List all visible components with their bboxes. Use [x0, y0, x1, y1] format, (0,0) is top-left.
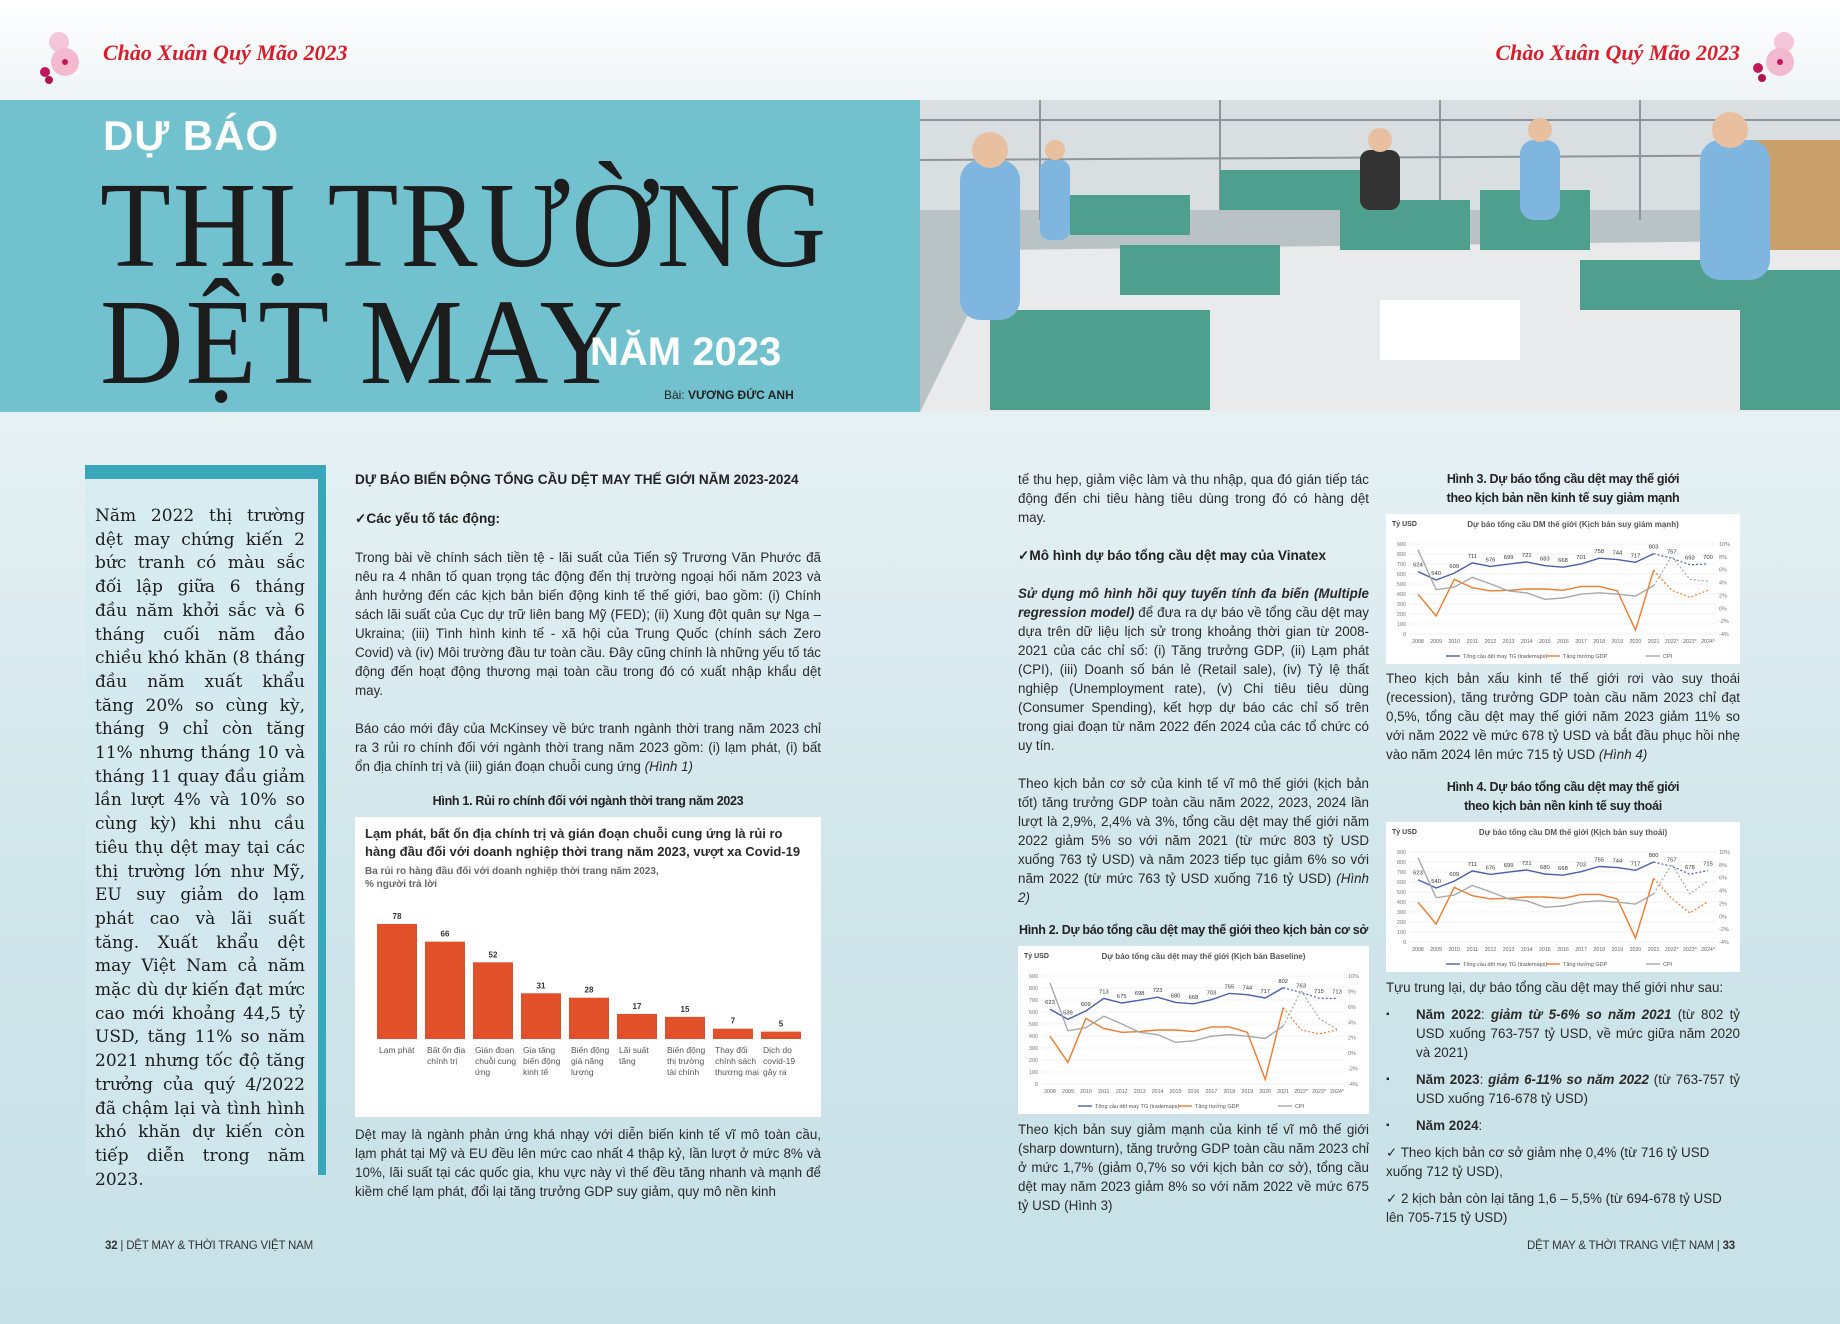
- y-tick-label: 300: [1028, 1046, 1038, 1052]
- x-tick-label: 2023*: [1312, 1089, 1326, 1095]
- y-tick-label: 100: [1028, 1070, 1038, 1076]
- data-label: 803: [1648, 544, 1659, 551]
- y2-tick-label: 6%: [1719, 875, 1727, 882]
- x-tick-label: 2012: [1484, 947, 1497, 953]
- series-forecast-line: [1654, 556, 1708, 586]
- x-tick-label: 2016: [1557, 947, 1569, 953]
- y-tick-label: 0: [1402, 940, 1406, 946]
- bar: [665, 1017, 705, 1039]
- paragraph: Trong bài về chính sách tiền tệ - lãi suất của Tiến sỹ Trương Văn Phước đã nêu ra 4 nhân tố quan trọng tác động đến thị trường ngoại hối năm 2023 và ảnh hưởng đến các kịch bản biến động kinh tế thế giới, bao gồm: (i) Chính sách lãi suất của Cục dự trữ liên bang Mỹ (FED); (ii) Xung đột quân sự Nga – Ukraina; (iii) Tình hình kinh tế - xã hội của Trung Quốc (chính sách Zero Covid) và (iv) Môi trường đầu tư toàn cầu. Đây cũng chính là những yếu tố tác động đến hoạt động thương mại toàn cầu trong đó có xuất nhập khẩu dệt may.: [355, 550, 821, 698]
- x-tick-label: 2013: [1133, 1089, 1146, 1095]
- data-label: 755: [1594, 857, 1605, 864]
- x-tick-label: 2017: [1575, 947, 1588, 953]
- x-tick-label: 2010: [1448, 639, 1461, 645]
- paragraph: Theo kịch bản suy giảm mạnh của kinh tế vĩ mô thế giới (sharp downturn), tăng trưởng GDP toàn cầu năm 2023 chỉ ở mức 1,7% (giảm 0,7% so với kịch bản cơ sở), tổng cầu dệt may năm 2023 giảm 8% so với năm 2022 về mức 675 tỷ USD (Hình 3): [1018, 1122, 1369, 1213]
- x-tick-label: 2009: [1430, 639, 1443, 645]
- list-item: ▪ Năm 2024:: [1386, 1116, 1740, 1135]
- data-label: 757: [1666, 857, 1677, 864]
- y-tick-label: 500: [1396, 890, 1406, 896]
- x-tick-label: 2013: [1502, 639, 1515, 645]
- category-label: Gián đoạn: [475, 1045, 515, 1055]
- subheading-factors: ✓Các yếu tố tác động:: [355, 511, 501, 526]
- bar: [713, 1029, 753, 1039]
- bar: [473, 962, 513, 1039]
- data-label: 609: [1449, 564, 1460, 571]
- x-tick-label: 2019: [1611, 947, 1624, 953]
- x-tick-label: 2021: [1277, 1089, 1290, 1095]
- data-label: 66: [440, 929, 450, 939]
- x-tick-label: 2016: [1557, 639, 1569, 645]
- y2-tick-label: 4%: [1719, 888, 1727, 895]
- category-label: Biến động: [571, 1045, 610, 1055]
- series-forecast-line: [1283, 988, 1337, 999]
- figure-ref: (Hình 4): [1598, 747, 1648, 762]
- x-tick-label: 2008: [1044, 1089, 1056, 1095]
- y2-tick-label: -2%: [1719, 619, 1729, 626]
- category-label: gây ra: [763, 1067, 787, 1077]
- x-tick-label: 2014: [1520, 947, 1533, 953]
- data-label: 609: [1449, 872, 1460, 879]
- bar: [617, 1014, 657, 1039]
- chart-title: Dự báo tổng cầu DM thế giới (Kịch bản suy thoái): [1478, 828, 1668, 837]
- y-tick-label: 600: [1396, 572, 1406, 578]
- figure-ref: (Hình 1): [644, 759, 693, 774]
- paragraph: Tựu trung lại, dự báo tổng cầu dệt may thế giới như sau:: [1386, 980, 1724, 995]
- cherry-blossom-icon: [1750, 28, 1810, 88]
- paragraph: tế thu hẹp, giảm việc làm và thu nhập, qua đó gián tiếp tác động đến chi tiêu hàng tiêu dùng trong đó có hàng dệt may.: [1018, 472, 1369, 525]
- subheading-model: ✓Mô hình dự báo tổng cầu dệt may của Vinatex: [1018, 548, 1327, 563]
- data-label: 5: [778, 1019, 784, 1029]
- check-item: ✓ Theo kịch bản cơ sở giảm nhẹ 0,4% (từ 716 tỷ USD xuống 712 tỷ USD),: [1386, 1145, 1710, 1179]
- data-label: 17: [632, 1001, 642, 1011]
- series-forecast-line: [1654, 864, 1708, 894]
- title-line-2: DỆT MAY: [100, 275, 626, 410]
- data-label: 28: [584, 985, 594, 995]
- article-column-3: [1386, 470, 1740, 1246]
- y-axis-label: Tỷ USD: [1392, 829, 1417, 836]
- y2-tick-label: 6%: [1719, 567, 1727, 574]
- data-label: 678: [1685, 865, 1695, 872]
- data-label: 7: [730, 1016, 736, 1026]
- data-label: 680: [1170, 993, 1181, 1000]
- article-column-1: [355, 470, 821, 1220]
- y-tick-label: 800: [1396, 860, 1406, 866]
- y-tick-label: 800: [1396, 552, 1406, 558]
- data-label: 676: [1485, 557, 1496, 564]
- figure-2-chart: [1018, 946, 1369, 1114]
- data-label: 680: [1540, 865, 1550, 871]
- data-label: 540: [1431, 879, 1441, 885]
- figure-4-chart: [1386, 822, 1740, 972]
- x-tick-label: 2015: [1169, 1089, 1182, 1095]
- x-tick-label: 2012: [1484, 639, 1497, 645]
- data-label: 699: [1503, 863, 1514, 870]
- data-label: 624: [1413, 562, 1423, 569]
- x-tick-label: 2009: [1430, 947, 1443, 953]
- y-tick-label: 300: [1396, 910, 1406, 916]
- paragraph-text: Theo kịch bản xấu kinh tế thế giới rơi vào suy thoái (recession), tăng trưởng GDP toàn cầu năm 2023 chỉ đạt 0,5%, tổng cầu dệt may thế giới năm 2023 giảm 11% so với năm 2022 về mức 678 tỷ USD và bắt đầu phục hồi nhẹ vào năm 2024 lên mức 715 tỷ USD: [1386, 671, 1740, 762]
- data-label: 757: [1666, 549, 1677, 556]
- byline-label: Bài:: [664, 388, 685, 402]
- y-tick-label: 400: [1396, 592, 1406, 598]
- x-tick-label: 2010: [1079, 1089, 1092, 1095]
- x-tick-label: 2024*: [1701, 639, 1715, 645]
- category-label: Thay đổi: [715, 1045, 748, 1055]
- figure-3-chart: [1386, 514, 1740, 664]
- y-tick-label: 700: [1396, 562, 1406, 568]
- x-tick-label: 2023*: [1682, 947, 1697, 953]
- x-tick-label: 2022*: [1664, 639, 1679, 645]
- x-tick-label: 2020: [1629, 947, 1642, 953]
- legend-label: CPI: [1663, 654, 1673, 660]
- data-label: 668: [1188, 994, 1199, 1001]
- x-tick-label: 2012: [1115, 1089, 1128, 1095]
- x-tick-label: 2019: [1611, 639, 1624, 645]
- paragraph-text: Báo cáo mới đây của McKinsey về bức tranh ngành thời trang năm 2023 chỉ ra 3 rủi ro chính đối với ngành thời trang năm 2023 gồm: (i) lạm phát, (i) bất ổn địa chính trị và (iii) gián đoạn chuỗi cung ứng: [355, 721, 821, 774]
- paragraph-text: Theo kịch bản cơ sở của kinh tế vĩ mô thế giới (kịch bản tốt) tăng trưởng GDP toàn cầu năm 2022, 2023, 2024 lần lượt là 2,9%, 2,4% và 3%, tổng cầu dệt may thế giới năm 2022 giảm 5% so với năm 2021 (từ mức 803 tỷ USD xuống 763 tỷ USD) và năm 2023 tiếp tục giảm 6% so với năm 2022 (từ mức 763 tỷ USD xuống 716 tỷ USD): [1018, 776, 1369, 886]
- forecast-list: [1386, 1005, 1740, 1135]
- data-label: 668: [1558, 558, 1568, 565]
- category-label: tăng: [619, 1056, 636, 1066]
- y2-tick-label: 8%: [1719, 554, 1727, 561]
- data-label: 763: [1296, 983, 1306, 990]
- data-label: 699: [1503, 555, 1514, 562]
- chart-title: Dự báo tổng cầu DM thế giới (Kịch bản suy giảm mạnh): [1467, 520, 1679, 529]
- paragraph: [1018, 584, 1369, 755]
- y2-tick-label: 2%: [1348, 1035, 1356, 1042]
- x-tick-label: 2020: [1629, 639, 1642, 645]
- y2-tick-label: 0%: [1348, 1051, 1356, 1058]
- paragraph: [1386, 669, 1740, 764]
- data-label: 711: [1467, 861, 1477, 868]
- x-tick-label: 2008: [1412, 639, 1424, 645]
- y2-tick-label: 4%: [1348, 1020, 1356, 1027]
- series-forecast-line: [1654, 862, 1708, 874]
- y-tick-label: 400: [1396, 900, 1406, 906]
- x-tick-label: 2018: [1593, 947, 1606, 953]
- data-label: 721: [1521, 860, 1532, 867]
- y-tick-label: 900: [1396, 542, 1406, 548]
- chart-title: Lạm phát, bất ổn địa chính trị và gián đoạn chuỗi cung ứng là rủi ro hàng đầu đối với doanh nghiệp thời trang năm 2023, vượt xa Covid-19: [365, 826, 801, 859]
- chart-unit: % người trả lời: [365, 879, 438, 890]
- sapo-edge: [318, 465, 326, 1175]
- data-label: 609: [1081, 1001, 1091, 1008]
- data-label: 713: [1332, 989, 1342, 996]
- figure-4-caption: theo kịch bản nền kinh tế suy thoái: [1464, 799, 1662, 813]
- series-forecast-line: [1283, 991, 1337, 1030]
- footer-right: DỆT MAY & THỜI TRANG VIỆT NAM | 33: [1526, 1240, 1735, 1252]
- page-number: 33: [1722, 1240, 1735, 1252]
- series-forecast-line: [1283, 1008, 1337, 1034]
- category-label: Lạm phát: [379, 1045, 415, 1055]
- header-greeting-right: Chào Xuân Quý Mão 2023: [1495, 40, 1740, 65]
- data-label: 683: [1540, 556, 1550, 563]
- data-label: 698: [1134, 991, 1145, 998]
- data-label: 623: [1413, 870, 1423, 877]
- figure-2-caption: Hình 2. Dự báo tổng cầu dệt may thế giới theo kịch bản cơ sở: [1018, 923, 1368, 937]
- x-tick-label: 2013: [1502, 947, 1515, 953]
- legend-label: Tăng trưởng GDP: [1195, 1104, 1240, 1110]
- title-line-1: THỊ TRƯỜNG: [100, 158, 829, 293]
- figure-3-caption: theo kịch bản nền kinh tế suy giảm mạnh: [1446, 491, 1680, 505]
- y-tick-label: 500: [1396, 582, 1406, 588]
- y-tick-label: 400: [1028, 1034, 1038, 1040]
- x-tick-label: 2009: [1062, 1089, 1074, 1095]
- data-label: 623: [1045, 1000, 1055, 1007]
- y-tick-label: 100: [1396, 622, 1406, 628]
- y-tick-label: 600: [1396, 880, 1406, 886]
- data-label: 755: [1224, 984, 1235, 991]
- y2-tick-label: -2%: [1719, 927, 1729, 934]
- data-label: 668: [1558, 866, 1568, 873]
- x-tick-label: 2014: [1151, 1089, 1164, 1095]
- paragraph: [355, 719, 821, 776]
- bar: [377, 924, 417, 1039]
- chart-title: Dự báo tổng cầu dệt may thế giới (Kịch bản Baseline): [1101, 952, 1306, 961]
- category-label: kinh tế: [523, 1067, 549, 1077]
- data-label: 723: [1152, 988, 1163, 995]
- emphasis-text: Sử dụng mô hình hồi quy tuyến tính đa biến (Multiple regression model): [1018, 586, 1369, 620]
- x-tick-label: 2022*: [1664, 947, 1679, 953]
- x-tick-label: 2015: [1538, 947, 1551, 953]
- y-tick-label: 200: [1396, 612, 1406, 618]
- y2-tick-label: 8%: [1719, 862, 1727, 869]
- x-tick-label: 2015: [1538, 639, 1551, 645]
- section-title: DỰ BÁO BIẾN ĐỘNG TỔNG CẦU DỆT MAY THẾ GIỚI NĂM 2023-2024: [355, 472, 799, 487]
- y2-tick-label: 6%: [1348, 1004, 1356, 1011]
- figure-ref: (Hình 2): [1018, 871, 1369, 905]
- y-axis-label: Tỷ USD: [1392, 521, 1417, 528]
- publication-name: DỆT MAY & THỜI TRANG VIỆT NAM: [1526, 1240, 1714, 1252]
- category-label: chính sách: [715, 1056, 757, 1066]
- data-label: 715: [1314, 989, 1324, 996]
- y2-tick-label: 10%: [1719, 850, 1731, 856]
- legend-label: Tăng trưởng GDP: [1563, 654, 1608, 660]
- data-label: 802: [1278, 978, 1289, 985]
- x-tick-label: 2011: [1466, 947, 1479, 953]
- category-label: chính trị: [427, 1056, 458, 1066]
- x-tick-label: 2021: [1647, 947, 1660, 953]
- figure-1-chart: [355, 817, 821, 1117]
- y2-tick-label: -4%: [1348, 1082, 1358, 1088]
- y-tick-label: 800: [1028, 986, 1038, 992]
- data-label: 703: [1576, 862, 1586, 869]
- data-label: 52: [488, 950, 498, 960]
- title-year: NĂM 2023: [590, 330, 782, 374]
- legend-label: CPI: [1663, 962, 1673, 968]
- x-tick-label: 2011: [1466, 639, 1479, 645]
- x-tick-label: 2011: [1098, 1089, 1110, 1095]
- chart-subtitle: Ba rủi ro hàng đầu đối với doanh nghiệp thời trang năm 2023,: [365, 866, 659, 877]
- category-label: chuỗi cung: [475, 1056, 517, 1066]
- series-line: [1050, 1008, 1283, 1080]
- x-tick-label: 2023*: [1682, 639, 1697, 645]
- y-tick-label: 700: [1396, 870, 1406, 876]
- y-tick-label: 700: [1028, 998, 1038, 1004]
- publication-name: DỆT MAY & THỜI TRANG VIỆT NAM: [126, 1240, 314, 1252]
- x-tick-label: 2021: [1647, 639, 1660, 645]
- figure-1-caption: Hình 1. Rủi ro chính đối với ngành thời trang năm 2023: [432, 794, 744, 808]
- data-label: 744: [1612, 550, 1623, 557]
- sapo-bar: [85, 465, 318, 479]
- x-tick-label: 2017: [1205, 1089, 1218, 1095]
- category-label: Gia tăng: [523, 1045, 556, 1055]
- category-label: Bất ổn địa: [427, 1045, 466, 1055]
- sapo-box: [85, 465, 318, 1190]
- x-tick-label: 2024*: [1330, 1089, 1344, 1095]
- y2-tick-label: 4%: [1719, 580, 1727, 587]
- cherry-blossom-icon: [35, 28, 95, 88]
- page-number: 32: [105, 1240, 118, 1252]
- line-chart: [1386, 514, 1740, 664]
- x-tick-label: 2010: [1448, 947, 1461, 953]
- legend-label: Tổng cầu dệt may TG (trademaps): [1463, 654, 1548, 660]
- x-tick-label: 2017: [1575, 639, 1588, 645]
- category-label: thị trường: [667, 1056, 705, 1066]
- category-label: tài chính: [667, 1067, 700, 1077]
- data-label: 744: [1612, 858, 1623, 865]
- y-tick-label: 500: [1028, 1022, 1038, 1028]
- legend-label: Tổng cầu dệt may TG (trademaps): [1463, 962, 1548, 968]
- y2-tick-label: -2%: [1348, 1066, 1358, 1073]
- y2-tick-label: 8%: [1348, 989, 1356, 996]
- x-tick-label: 2008: [1412, 947, 1424, 953]
- article-column-2: [1018, 470, 1369, 1234]
- y-tick-label: 0: [1402, 632, 1406, 638]
- data-label: 15: [680, 1004, 690, 1014]
- figure-4-caption: Hình 4. Dự báo tổng cầu dệt may thế giới: [1446, 780, 1680, 794]
- y-tick-label: 0: [1034, 1082, 1038, 1088]
- title-kicker: DỰ BÁO: [103, 112, 280, 159]
- category-label: lượng: [571, 1067, 594, 1077]
- category-label: Biến động: [667, 1045, 706, 1055]
- header-greeting-left: Chào Xuân Quý Mão 2023: [103, 40, 348, 65]
- data-label: 717: [1630, 553, 1641, 560]
- y-tick-label: 900: [1028, 974, 1038, 980]
- x-tick-label: 2018: [1223, 1089, 1236, 1095]
- sapo-text: Năm 2022 thị trường dệt may chứng kiến 2 bức tranh có màu sắc đối lập giữa 6 tháng đầu năm khởi sắc và 6 tháng cuối năm đảo chiều khó khăn (8 tháng đầu năm xuất khẩu tăng 20% so cùng kỳ, tháng 9 chỉ còn tăng 11% nhưng tháng 10 và tháng 11 quay đầu giảm lần lượt 4% và 10% so cùng kỳ) khi nhu cầu tiêu thụ dệt may tại các thị trường lớn như Mỹ, EU suy giảm do lạm phát cao và lãi suất tăng. Xuất khẩu dệt may Việt Nam cả năm mặc dù dự kiến đạt mức cao mới khoảng 44,5 tỷ USD, tăng 11% so năm 2021 nhưng tốc độ tăng trưởng của quý 4/2022 đã chậm lại và tình hình khó khăn dự kiến còn tiếp diễn trong năm 2023.: [95, 506, 305, 1190]
- y2-tick-label: -4%: [1719, 940, 1729, 946]
- bar: [761, 1032, 801, 1039]
- data-label: 676: [1485, 865, 1496, 872]
- series-line: [1418, 878, 1654, 938]
- category-label: biến động: [523, 1056, 561, 1066]
- x-tick-label: 2022*: [1294, 1089, 1309, 1095]
- x-tick-label: 2019: [1241, 1089, 1254, 1095]
- figure-3-caption: Hình 3. Dự báo tổng cầu dệt may thế giới: [1446, 472, 1680, 486]
- check-item: ✓ 2 kịch bản còn lại tăng 1,6 – 5,5% (từ 694-678 tỷ USD lên 705-715 tỷ USD): [1386, 1191, 1722, 1225]
- data-label: 744: [1242, 985, 1253, 992]
- y-tick-label: 200: [1028, 1058, 1038, 1064]
- paragraph: [1018, 774, 1369, 907]
- data-label: 703: [1206, 990, 1217, 997]
- data-label: 78: [392, 911, 402, 921]
- legend-label: Tăng trưởng GDP: [1563, 962, 1608, 968]
- category-label: giá năng: [571, 1056, 604, 1066]
- data-label: 693: [1685, 555, 1695, 562]
- byline-author: VƯƠNG ĐỨC ANH: [688, 388, 794, 402]
- y2-tick-label: -4%: [1719, 632, 1729, 638]
- category-label: Lãi suất: [619, 1045, 649, 1055]
- bar: [425, 942, 465, 1039]
- data-label: 539: [1063, 1010, 1073, 1017]
- legend-label: CPI: [1295, 1104, 1305, 1110]
- y-tick-label: 200: [1396, 920, 1406, 926]
- y-tick-label: 900: [1396, 850, 1406, 856]
- data-label: 715: [1703, 861, 1713, 868]
- legend-label: Tổng cầu dệt may TG (trademaps): [1095, 1104, 1180, 1110]
- y-tick-label: 300: [1396, 602, 1406, 608]
- y-axis-label: Tỷ USD: [1024, 953, 1049, 960]
- data-label: 711: [1467, 553, 1477, 560]
- x-tick-label: 2014: [1520, 639, 1533, 645]
- x-tick-label: 2024*: [1701, 947, 1715, 953]
- data-label: 713: [1098, 989, 1109, 996]
- series-forecast-line: [1654, 878, 1708, 913]
- x-tick-label: 2020: [1259, 1089, 1272, 1095]
- y2-tick-label: 2%: [1719, 901, 1727, 908]
- data-label: 721: [1521, 552, 1532, 559]
- data-label: 717: [1260, 988, 1271, 995]
- paragraph: Dệt may là ngành phản ứng khá nhạy với diễn biến kinh tế vĩ mô toàn cầu, lạm phát tại Mỹ và EU đều lên mức cao nhất 4 thập kỷ, lần lượt ở mức 8% và 10%, lãi suất tại các quốc gia, khu vực này vì thế đều tăng nhanh và mạnh để kiềm chế lạm phát, đổi lại tăng trưởng GDP suy giảm, quy mô nền kinh: [355, 1127, 821, 1199]
- footer-left: 32 | DỆT MAY & THỜI TRANG VIỆT NAM: [105, 1240, 314, 1252]
- y2-tick-label: 10%: [1348, 974, 1360, 980]
- data-label: 701: [1576, 554, 1586, 561]
- x-tick-label: 2016: [1187, 1089, 1200, 1095]
- data-label: 700: [1703, 555, 1713, 561]
- bar-chart: [365, 891, 811, 1113]
- y2-tick-label: 0%: [1719, 914, 1727, 921]
- category-label: Dịch do: [763, 1045, 792, 1055]
- category-label: ứng: [475, 1067, 491, 1077]
- y-tick-label: 100: [1396, 930, 1406, 936]
- list-item: ▪ Năm 2023: giảm 6-11% so năm 2022 (từ 763-757 tỷ USD xuống 716-678 tỷ USD): [1386, 1070, 1740, 1108]
- garment-factory-photo: [920, 100, 1840, 412]
- line-chart: [1386, 822, 1740, 972]
- bar: [521, 993, 561, 1039]
- y2-tick-label: 10%: [1719, 542, 1731, 548]
- paragraph-text: để đưa ra dự báo về tổng cầu dệt may dựa trên dữ liệu lịch sử trong khoảng thời gian từ 2008-2021 của các chỉ số: (i) Tăng trưởng GDP, (ii) Lạm phát (CPI), (iii) Doanh số bán lẻ (Retail sale), (iv) Tỷ lệ thất nghiệp (Unemployment rate), (v) Chi tiêu tiêu dùng (Consumer Spending), kết hợp dự báo các chỉ số trên trong giai đoạn từ năm 2022 đến 2024 của các tổ chức có uy tín.: [1018, 605, 1369, 753]
- series-forecast-line: [1654, 554, 1708, 565]
- x-tick-label: 2018: [1593, 639, 1606, 645]
- list-item: ▪ Năm 2022: giảm từ 5-6% so năm 2021 (từ 802 tỷ USD xuống 763-757 tỷ USD, về mức giữa năm 2020 và 2021): [1386, 1005, 1740, 1062]
- data-label: 675: [1116, 994, 1127, 1000]
- series-line: [1418, 570, 1654, 630]
- category-label: thương mại: [715, 1067, 759, 1077]
- data-label: 717: [1630, 861, 1641, 868]
- category-label: covid-19: [763, 1056, 796, 1066]
- data-label: 800: [1648, 853, 1659, 859]
- y-tick-label: 600: [1028, 1010, 1038, 1016]
- y2-tick-label: 0%: [1719, 606, 1727, 613]
- data-label: 758: [1594, 549, 1605, 556]
- data-label: 540: [1431, 571, 1441, 577]
- data-label: 31: [536, 981, 546, 991]
- bar: [569, 998, 609, 1039]
- line-chart: [1018, 946, 1369, 1114]
- y2-tick-label: 2%: [1719, 593, 1727, 600]
- byline: [664, 388, 794, 402]
